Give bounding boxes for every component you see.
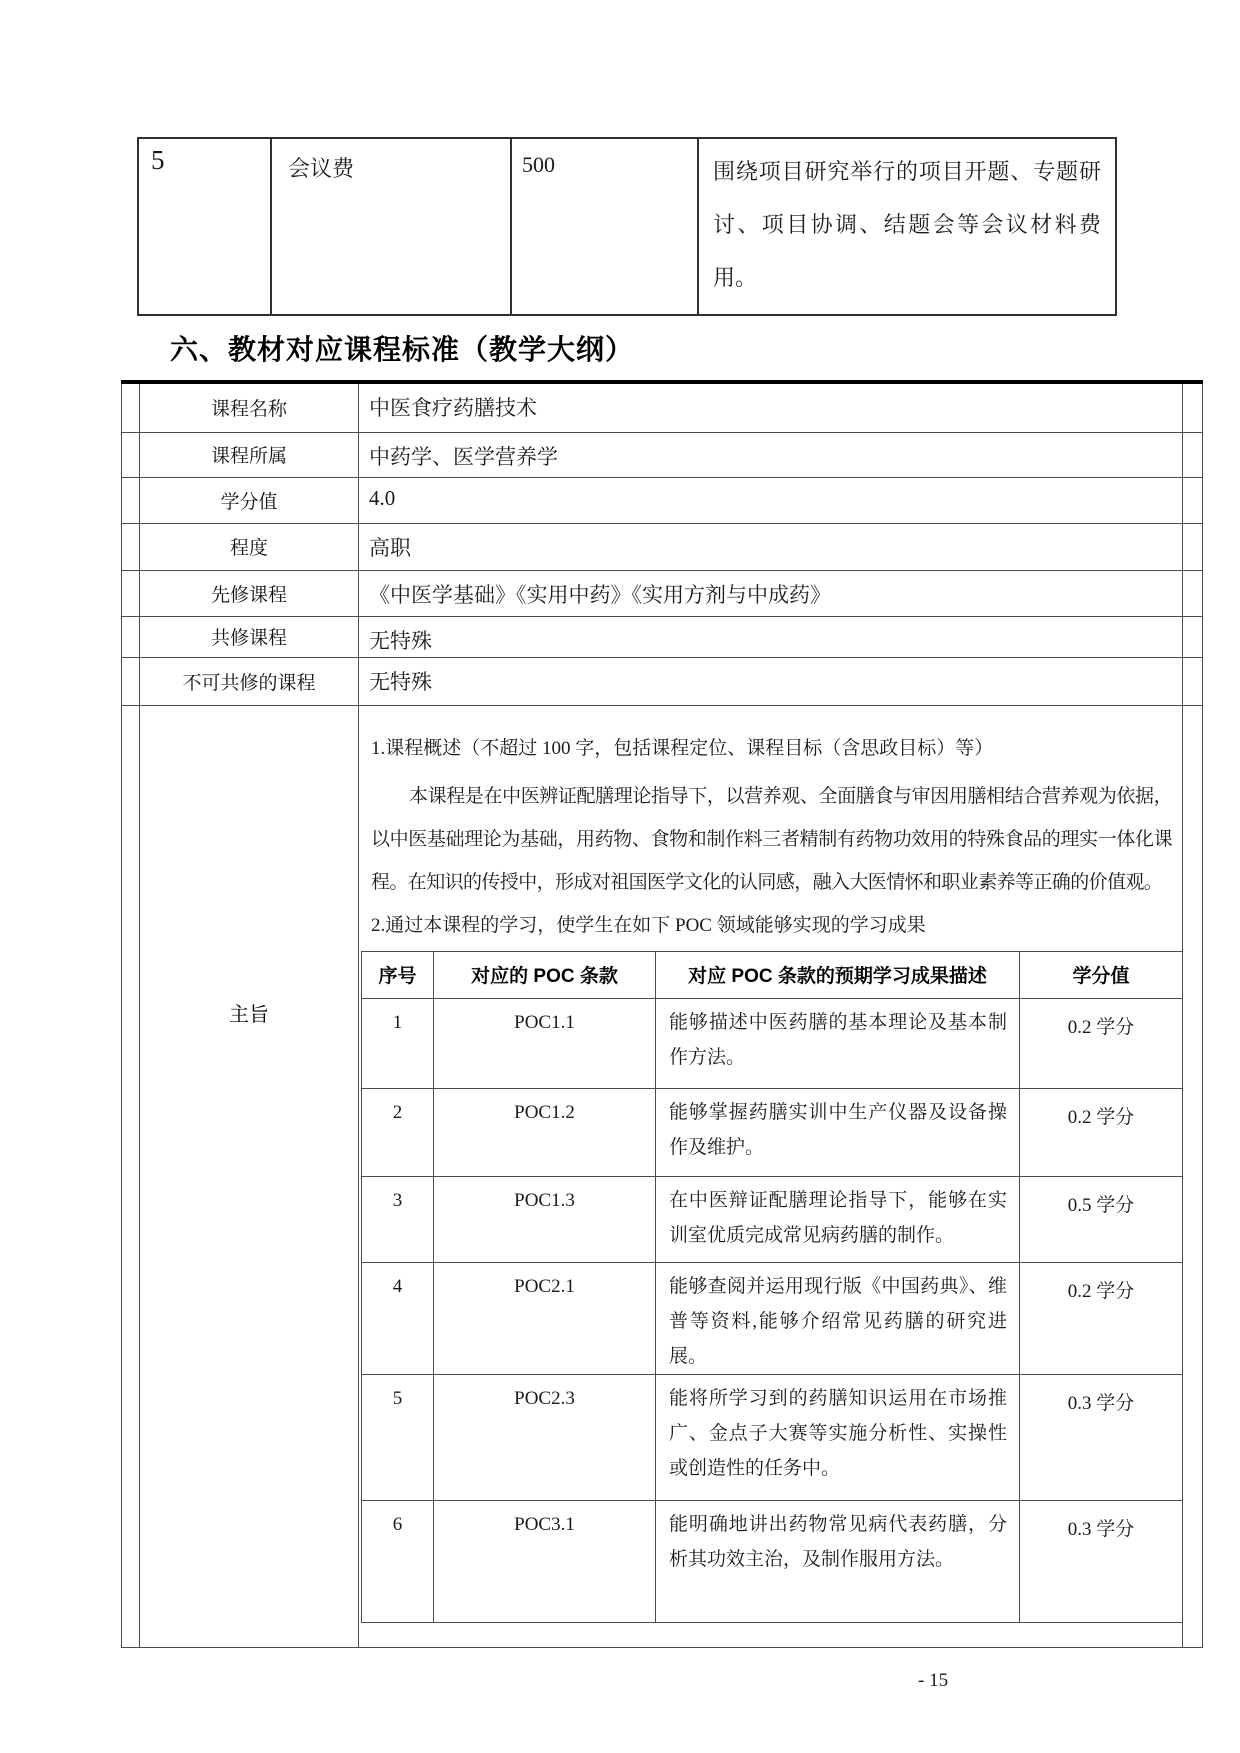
poc-row-clause: POC2.3 [434,1374,656,1500]
poc-row [362,1088,1183,1176]
poc-row-description: 能够描述中医药膳的基本理论及基本制作方法。 [656,998,1020,1088]
gutter-cell [1183,432,1203,477]
course-row-level [122,523,1203,570]
poc-row-description: 能够掌握药膳实训中生产仪器及设备操作及维护。 [656,1088,1020,1176]
course-label: 先修课程 [140,570,359,616]
poc-row-description: 能将所学习到的药膳知识运用在市场推广、金点子大赛等实施分析性、实操性或创造性的任务中。 [656,1374,1020,1500]
poc-row-credits: 0.2 学分 [1020,998,1183,1088]
poc-header-credits: 学分值 [1020,951,1183,998]
poc-row [362,1176,1183,1262]
poc-row-description: 能够查阅并运用现行版《中国药典》、维普等资料,能够介绍常见药膳的研究进展。 [656,1262,1020,1374]
gutter-cell [1183,657,1203,705]
purpose-label: 主旨 [229,1003,269,1026]
gutter-cell [1183,523,1203,570]
gutter-cell [122,616,140,657]
poc-header-description: 对应 POC 条款的预期学习成果描述 [656,951,1020,998]
poc-row-description: 在中医辩证配膳理论指导下，能够在实训室优质完成常见病药膳的制作。 [656,1176,1020,1262]
gutter-cell [1183,477,1203,523]
course-standard-table [121,380,1203,1648]
page-number: - 15 [918,1670,949,1691]
budget-row [138,138,1116,315]
course-label: 学分值 [140,477,359,523]
budget-row-description: 围绕项目研究举行的项目开题、专题研讨、项目协调、结题会等会议材料费用。 [698,138,1116,315]
poc-row-clause: POC2.1 [434,1262,656,1374]
poc-row [362,998,1183,1088]
gutter-cell [122,477,140,523]
poc-row-number: 1 [362,998,434,1088]
poc-row-credits: 0.3 学分 [1020,1374,1183,1500]
budget-row-number: 5 [138,138,271,315]
budget-row-amount: 500 [511,138,698,315]
course-row-credits [122,477,1203,523]
course-row-exclusions [122,657,1203,705]
poc-row [362,1374,1183,1500]
course-value: 无特殊 [359,616,1183,657]
poc-row-credits: 0.5 学分 [1020,1176,1183,1262]
poc-row-credits: 0.2 学分 [1020,1088,1183,1176]
poc-row-number: 3 [362,1176,434,1262]
gutter-cell [1183,382,1203,432]
budget-table [137,137,1117,316]
poc-row [362,1262,1183,1374]
poc-row-credits: 0.2 学分 [1020,1262,1183,1374]
gutter-cell [1183,705,1203,1647]
course-value: 中药学、医学营养学 [359,432,1183,477]
course-label: 课程所属 [140,432,359,477]
purpose-content-cell [359,705,1183,1647]
course-row-category [122,432,1203,477]
course-row-purpose [122,705,1203,1647]
course-label: 程度 [140,523,359,570]
gutter-cell [122,705,140,1647]
gutter-cell [1183,570,1203,616]
poc-row-clause: POC1.3 [434,1176,656,1262]
course-row-corequisites [122,616,1203,657]
gutter-cell [122,432,140,477]
gutter-cell [1183,616,1203,657]
course-label: 不可共修的课程 [140,657,359,705]
poc-row-description: 能明确地讲出药物常见病代表药膳，分析其功效主治，及制作服用方法。 [656,1500,1020,1622]
gutter-cell [122,657,140,705]
poc-row-number: 5 [362,1374,434,1500]
poc-header-no: 序号 [362,951,434,998]
poc-intro-line: 2.通过本课程的学习，使学生在如下 POC 领域能够实现的学习成果 [371,914,926,936]
gutter-cell [122,523,140,570]
gutter-cell [122,570,140,616]
course-value: 高职 [359,523,1183,570]
course-value: 无特殊 [359,657,1183,705]
course-label: 课程名称 [140,382,359,432]
budget-row-item: 会议费 [271,138,511,315]
poc-header-row [362,951,1183,998]
course-overview-heading: 1.课程概述（不超过 100 字，包括课程定位、课程目标（含思政目标）等） [371,737,994,759]
course-value: 中医食疗药膳技术 [359,382,1183,432]
course-value: 4.0 [359,477,1183,523]
poc-outcomes-table [361,951,1183,1623]
course-overview-paragraph: 本课程是在中医辨证配膳理论指导下，以营养观、全面膳食与审因用膳相结合营养观为依据，以中医基础理论为基础，用药物、食物和制作料三者精制有药物功效用的特殊食品的理实一体化课程。在知识的传授中，形成对祖国医学文化的认同感，融入大医情怀和职业素养等正确的价值观。 [371,785,1172,893]
section-heading: 六、教材对应课程标准（教学大纲） [170,334,635,365]
poc-row-number: 6 [362,1500,434,1622]
course-row-prerequisites [122,570,1203,616]
course-label: 共修课程 [140,616,359,657]
poc-row-clause: POC1.1 [434,998,656,1088]
course-value: 《中医学基础》《实用中药》《实用方剂与中成药》 [359,570,1183,616]
poc-row [362,1500,1183,1622]
poc-row-number: 4 [362,1262,434,1374]
course-row-name [122,382,1203,432]
poc-row-number: 2 [362,1088,434,1176]
poc-row-credits: 0.3 学分 [1020,1500,1183,1622]
poc-header-clause: 对应的 POC 条款 [434,951,656,998]
purpose-label-cell [140,705,359,1647]
poc-row-clause: POC3.1 [434,1500,656,1622]
gutter-cell [122,382,140,432]
poc-row-clause: POC1.2 [434,1088,656,1176]
